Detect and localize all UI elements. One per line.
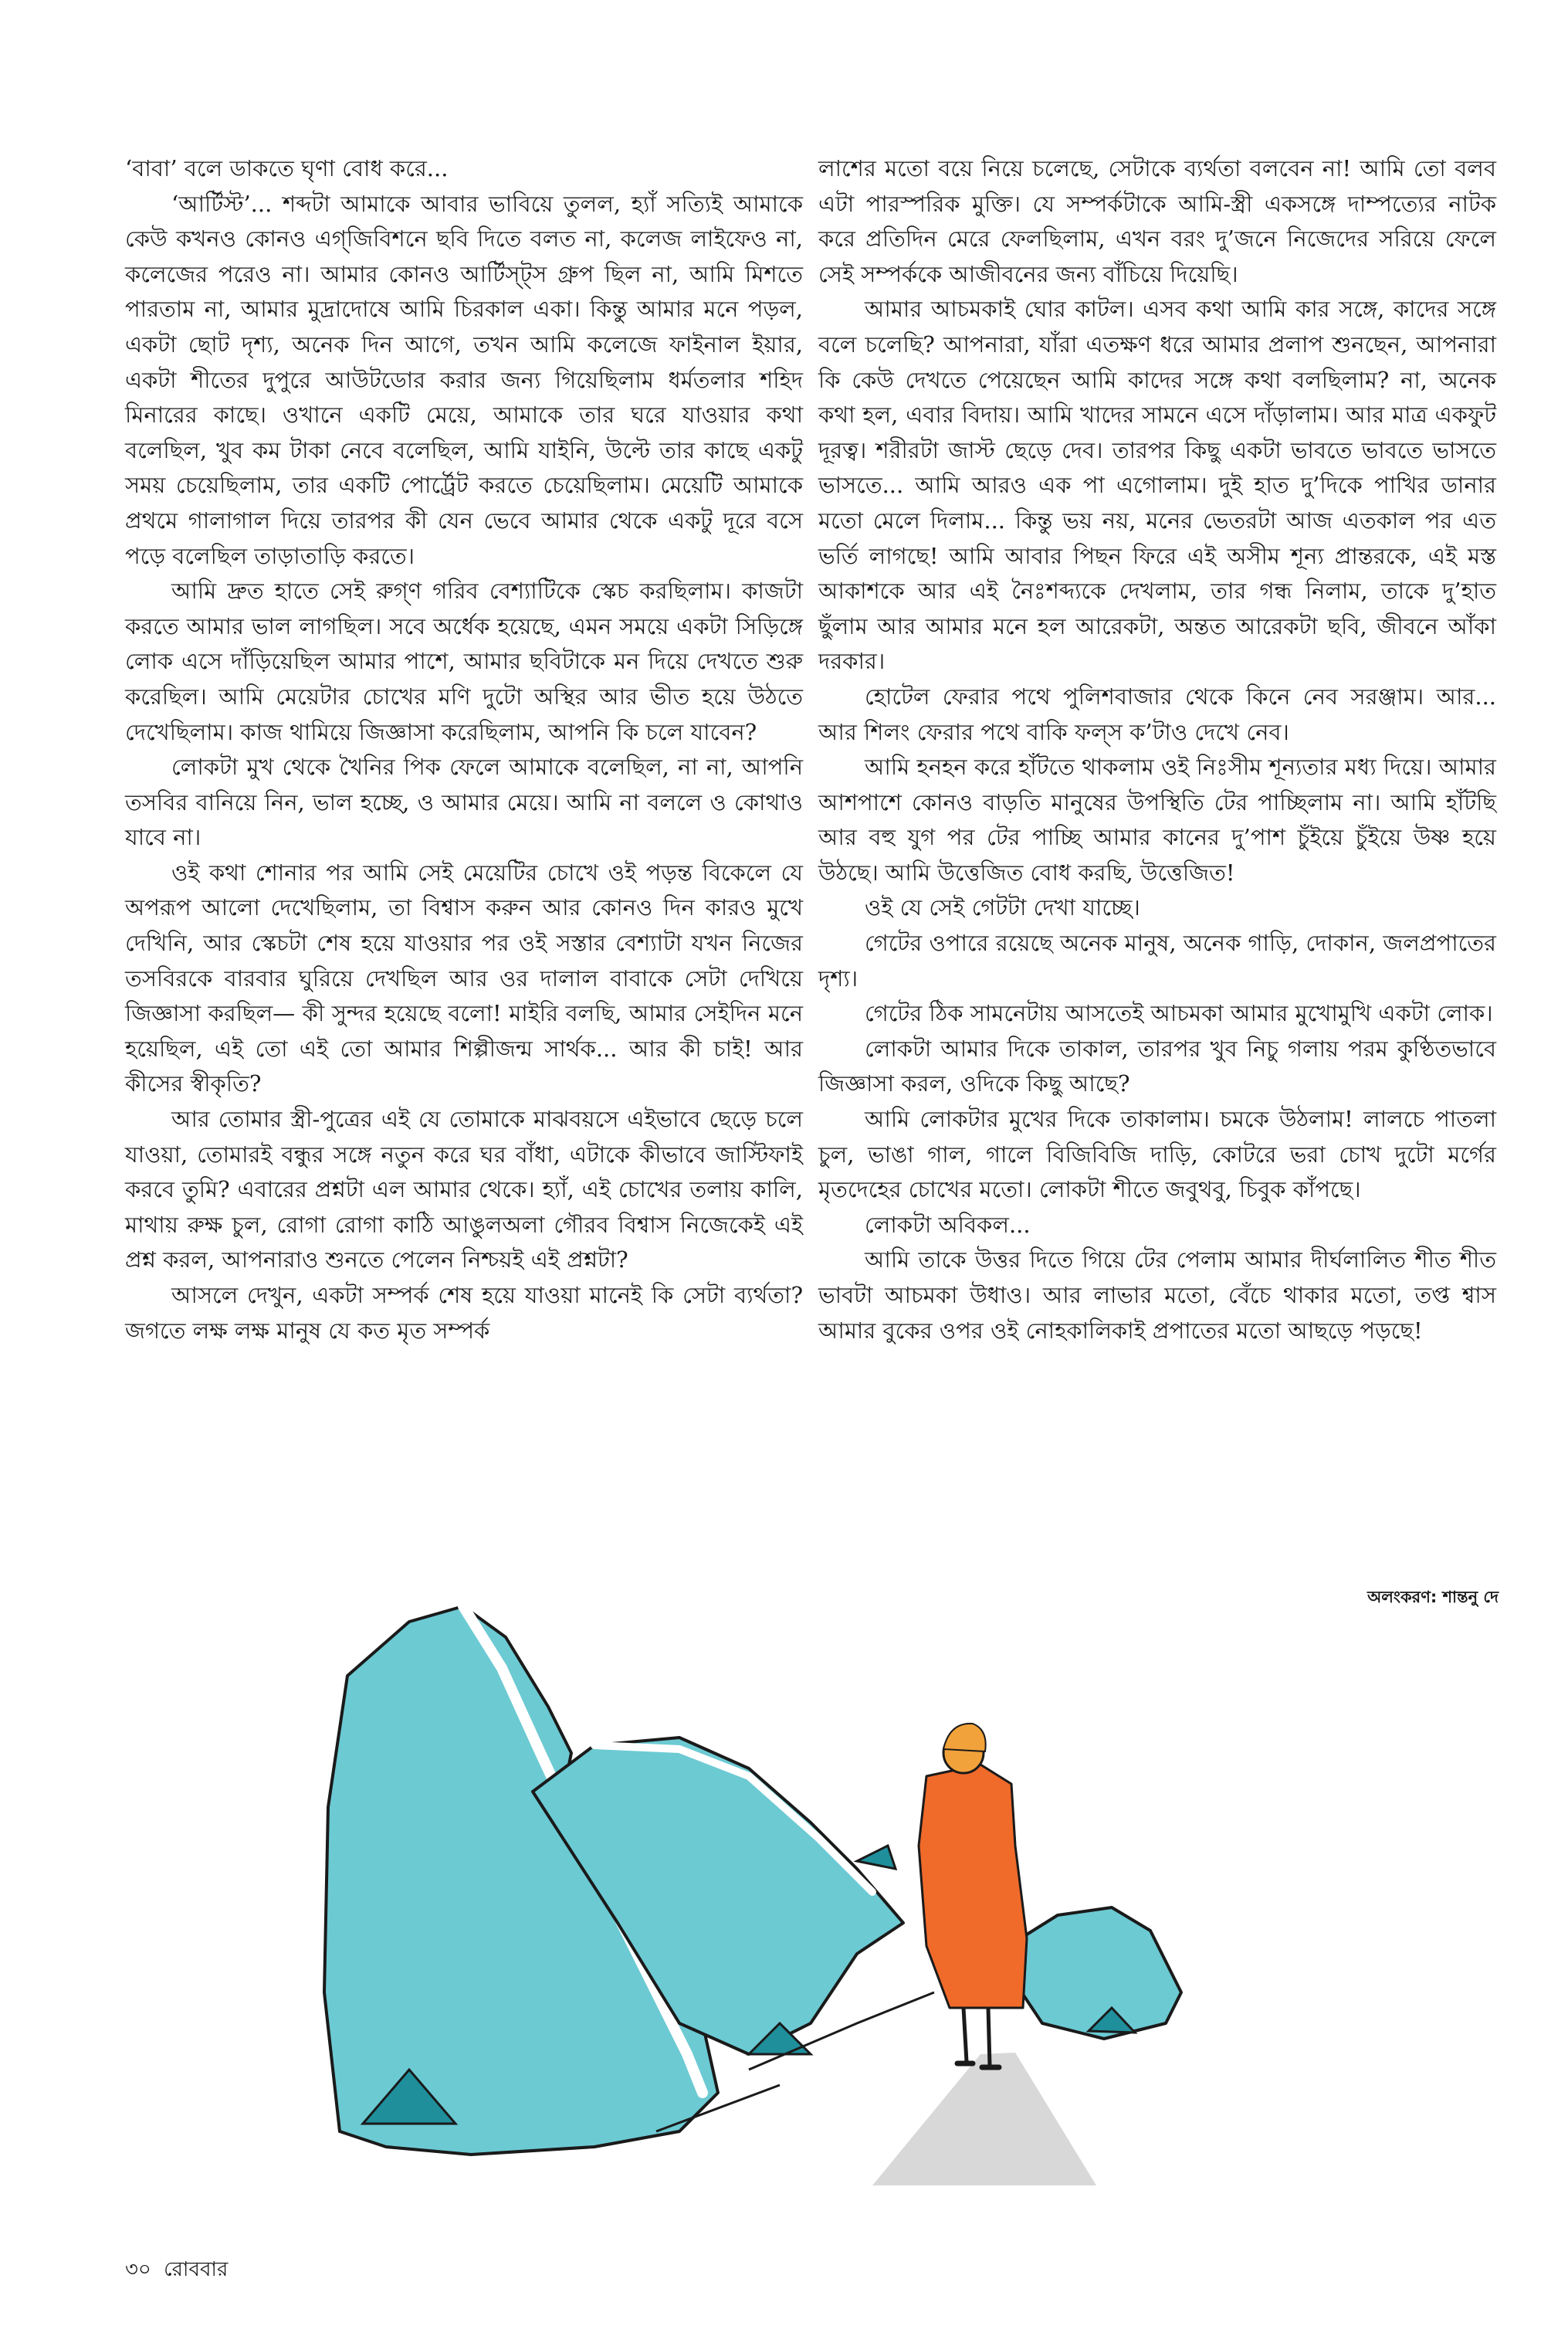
article-paragraph: লোকটা আমার দিকে তাকাল, তারপর খুব নিচু গলায় পরম কুণ্ঠিতভাবে জিজ্ঞাসা করল, ওদিকে কিছু আছে? [818,1035,1496,1097]
article-paragraph: ওই যে সেই গেটটা দেখা যাচ্ছে। [865,894,1140,921]
article-column-right [818,151,1496,1348]
article-paragraph: গেটের ঠিক সামনেটায় আসতেই আচমকা আমার মুখোমুখি একটা লোক। [865,1000,1493,1027]
article-paragraph: লোকটা অবিকল... [865,1211,1031,1238]
article-paragraph: আমি দ্রুত হাতে সেই রুগ্‌ণ গরিব বেশ্যাটিকে স্কেচ করছিলাম। কাজটা করতে আমার ভাল লাগছিল। সবে অর্ধেক হয়েছে, এমন সময়ে একটা সিড়িঙ্গে লোক এসে দাঁড়িয়েছিল আমার পাশে, আমার ছবিটাকে মন দিয়ে দেখতে শুরু করেছিল। আমি মেয়েটার চোখের মণি দুটো অস্থির আর ভীত হয়ে উঠতে দেখেছিলাম। কাজ থামিয়ে জিজ্ঞাসা করেছিলাম, আপনি কি চলে যাবেন? [125,578,803,745]
rock [857,1846,896,1869]
ground-shadow [872,2053,1096,2185]
page-footer [125,2253,228,2287]
article-paragraph: আমার আচমকাই ঘোর কাটল। এসব কথা আমি কার সঙ্গে, কাদের সঙ্গে বলে চলেছি? আপনারা, যাঁরা এতক্ষণ ধরে আমার প্রলাপ শুনছেন, আপনারা কি কেউ দেখতে পেয়েছেন আমি কাদের সঙ্গে কথা বলছিলাম? না, অনেক কথা হল, এবার বিদায়। আমি খাদের সামনে এসে দাঁড়ালাম। আর মাত্র একফুট দূরত্ব। শরীরটা জাস্ট ছেড়ে দেব। তারপর কিছু একটা ভাবতে ভাবতে ভাসতে ভাসতে... আমি আরও এক পা এগোলাম। দুই হাত দু’দিকে পাখির ডানার মতো মেলে দিলাম... কিন্তু ভয় নয়, মনের ভেতরটা আজ এতকাল পর এত ভর্তি লাগছে! আমি আবার পিছন ফিরে এই অসীম শূন্য প্রান্তরকে, এই মস্ত আকাশকে আর এই নৈঃশব্দ্যকে দেখলাম, তার গন্ধ নিলাম, তাকে দু’হাত ছুঁলাম আর আমার মনে হল আরেকটা, অন্তত আরেকটা ছবি, জীবনে আঁকা দরকার। [818,296,1496,675]
article-paragraph: আর তোমার স্ত্রী-পুত্রের এই যে তোমাকে মাঝবয়সে এইভাবে ছেড়ে চলে যাওয়া, তোমারই বন্ধুর সঙ্গে নতুন করে ঘর বাঁধা, এটাকে কীভাবে জাস্টিফাই করবে তুমি? এবারের প্রশ্নটা এল আমার থেকে। হ্যাঁ, এই চোখের তলায় কালি, মাথায় রুক্ষ চুল, রোগা রোগা কাঠি আঙুলঅলা গৌরব বিশ্বাস নিজেকেই এই প্রশ্ন করল, আপনারাও শুনতে পেলেন নিশ্চয়ই এই প্রশ্নটা? [125,1106,803,1273]
article-column-left [125,151,803,1348]
article-paragraph: ওই কথা শোনার পর আমি সেই মেয়েটির চোখে ওই পড়ন্ত বিকেলে যে অপরূপ আলো দেখেছিলাম, তা বিশ্বাস করুন আর কোনও দিন কারও মুখে দেখিনি, আর স্কেচটা শেষ হয়ে যাওয়ার পর ওই সস্তার বেশ্যাটা যখন নিজের তসবিরকে বারবার ঘুরিয়ে দেখছিল আর ওর দালাল বাবাকে সেটা দেখিয়ে জিজ্ঞাসা করছিল— কী সুন্দর হয়েছে বলো! মাইরি বলছি, আমার সেইদিন মনে হয়েছিল, এই তো এই তো আমার শিল্পীজন্ম সার্থক... আর কী চাই! আর কীসের স্বীকৃতি? [125,859,803,1097]
article-paragraph: আমি হনহন করে হাঁটতে থাকলাম ওই নিঃসীম শূন্যতার মধ্য দিয়ে। আমার আশপাশে কোনও বাড়তি মানুষের উপস্থিতি টের পাচ্ছিলাম না। আমি হাঁটছি আর বহু যুগ পর টের পাচ্ছি আমার কানের দু’পাশ চুঁইয়ে চুঁইয়ে উষ্ণ হয়ে উঠছে। আমি উত্তেজিত বোধ করছি, উত্তেজিত! [818,754,1496,886]
publication-name: রোববার [164,2258,229,2281]
article-paragraph: আমি তাকে উত্তর দিতে গিয়ে টের পেলাম আমার দীর্ঘলালিত শীত শীত ভাবটা আচমকা উধাও। আর লাভার মতো, বেঁচে থাকার মতো, তপ্ত শ্বাস আমার বুকের ওপর ওই নোহকালিকাই প্রপাতের মতো আছড়ে পড়ছে! [818,1246,1496,1344]
article-paragraph: ‘আর্টিস্ট’... শব্দটা আমাকে আবার ভাবিয়ে তুলল, হ্যাঁ সত্যিই আমাকে কেউ কখনও কোনও এগ্‌জিবিশনে ছবি দিতে বলত না, কলেজ লাইফেও না, কলেজের পরেও না। আমার কোনও আর্টিস্ট্‌স গ্রুপ ছিল না, আমি মিশতে পারতাম না, আমার মুদ্রাদোষে আমি চিরকাল একা। কিন্তু আমার মনে পড়ল, একটা ছোট দৃশ্য, অনেক দিন আগে, তখন আমি কলেজে ফাইনাল ইয়ার, একটা শীতের দুপুরে আউটডোর করার জন্য গিয়েছিলাম ধর্মতলার শহিদ মিনারের কাছে। ওখানে একটি মেয়ে, আমাকে তার ঘরে যাওয়ার কথা বলেছিল, খুব কম টাকা নেবে বলেছিল, আমি যাইনি, উল্টে তার কাছে একটু সময় চেয়েছিলাম, তার একটি পোর্ট্রেট করতে চেয়েছিলাম। মেয়েটি আমাকে প্রথমে গালাগাল দিয়ে তারপর কী যেন ভেবে আমার থেকে একটু দূরে বসে পড়ে বলেছিল তাড়াতাড়ি করতে। [125,190,803,569]
article-paragraph: হোটেল ফেরার পথে পুলিশবাজার থেকে কিনে নেব সরঞ্জাম। আর... আর শিলং ফেরার পথে বাকি ফল্‌স ক’টাও দেখে নেব। [818,683,1496,745]
article-paragraph: ‘বাবা’ বলে ডাকতে ঘৃণা বোধ করে... [125,155,449,181]
mountain-figure-illustration [317,1591,1428,2185]
figure-cap [943,1724,986,1751]
article-paragraph: লাশের মতো বয়ে নিয়ে চলেছে, সেটাকে ব্যর্থতা বলবেন না! আমি তো বলব এটা পারস্পরিক মুক্তি। যে সম্পর্কটাকে আমি-স্ত্রী একসঙ্গে দাম্পত্যের নাটক করে প্রতিদিন মেরে ফেলছিলাম, এখন বরং দু’জনে নিজেদের সরিয়ে ফেলে সেই সম্পর্ককে আজীবনের জন্য বাঁচিয়ে দিয়েছি। [818,155,1496,287]
figure-coat [919,1765,1027,2008]
article-paragraph: লোকটা মুখ থেকে খৈনির পিক ফেলে আমাকে বলেছিল, না না, আপনি তসবির বানিয়ে নিন, ভাল হচ্ছে, ও আমার মেয়ে। আমি না বললে ও কোথাও যাবে না। [125,754,804,851]
illustration-credit: অলংকরণ: শান্তনু দে [1367,1588,1499,1606]
article-paragraph: আমি লোকটার মুখের দিকে তাকালাম। চমকে উঠলাম! লালচে পাতলা চুল, ভাঙা গাল, গালে বিজিবিজি দাড়ি, কোটরে ভরা চোখ দুটো মর্গের মৃতদেহের চোখের মতো। লোকটা শীতে জবুথবু, চিবুক কাঁপছে। [818,1106,1496,1203]
article-paragraph: আসলে দেখুন, একটা সম্পর্ক শেষ হয়ে যাওয়া মানেই কি সেটা ব্যর্থতা? জগতে লক্ষ লক্ষ মানুষ যে কত মৃত সম্পর্ক [125,1282,803,1344]
article-paragraph: গেটের ওপারে রয়েছে অনেক মানুষ, অনেক গাড়ি, দোকান, জলপ্রপাতের দৃশ্য। [818,930,1496,992]
page-number: ৩০ [125,2258,151,2281]
